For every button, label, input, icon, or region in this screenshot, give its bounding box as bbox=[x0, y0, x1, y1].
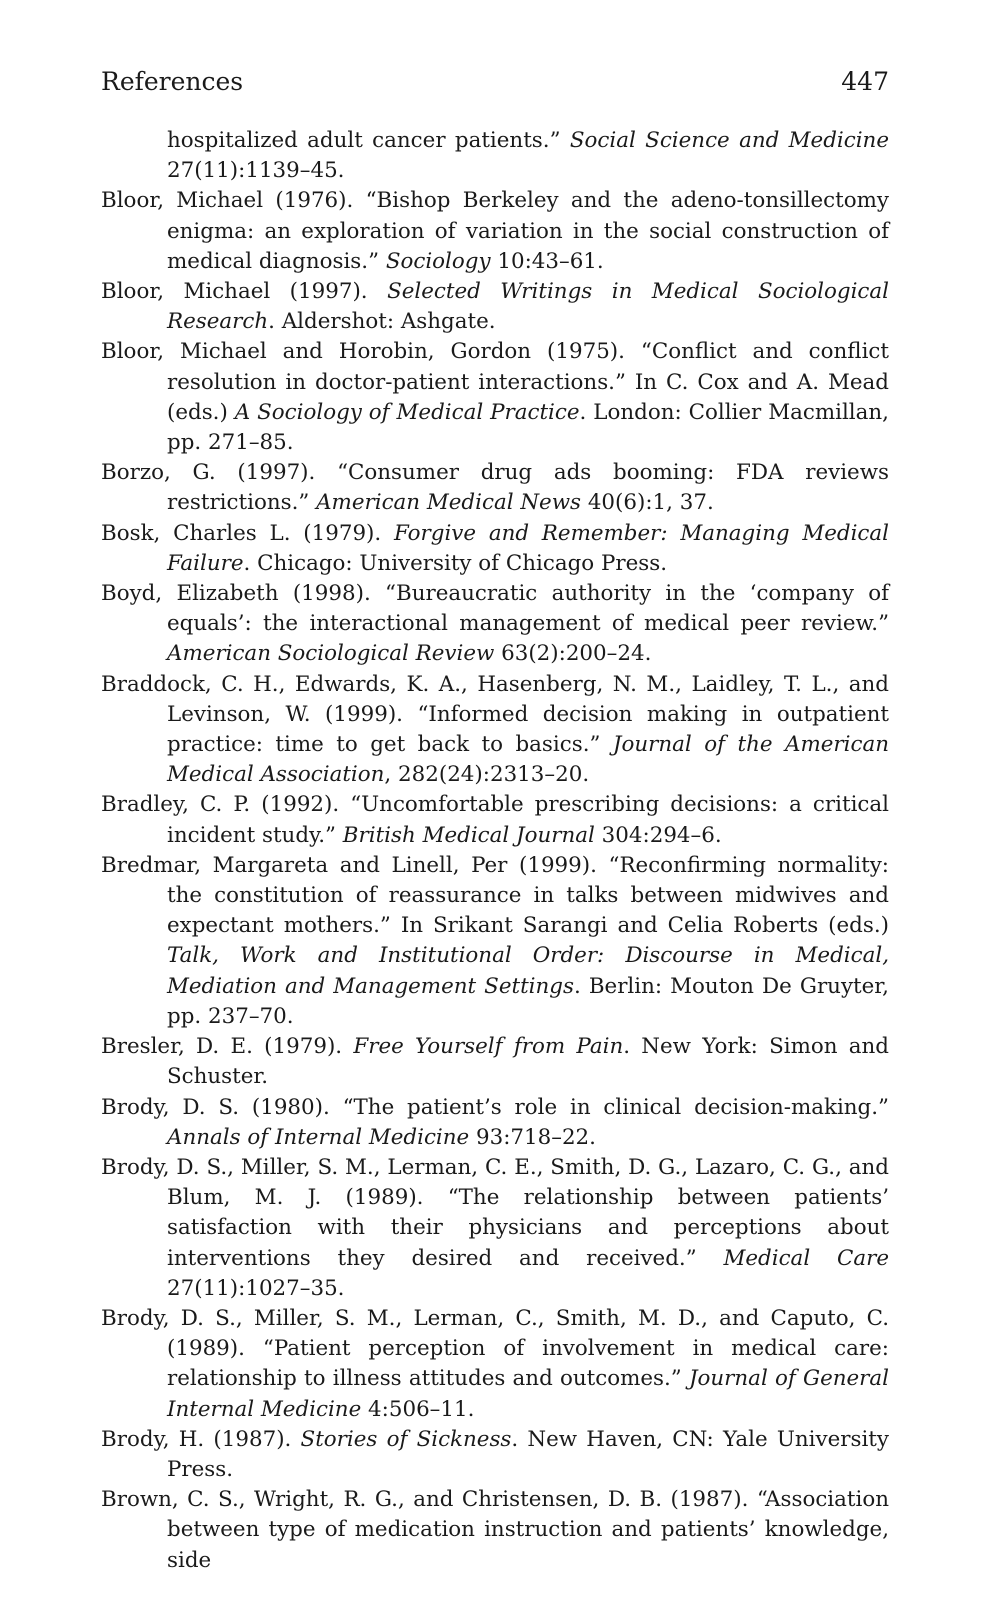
reference-entry bbox=[101, 1304, 889, 1425]
reference-entry-continued bbox=[101, 126, 889, 186]
reference-title: American Medical News bbox=[316, 490, 582, 516]
reference-entry bbox=[101, 519, 889, 579]
reference-text: 27(11):1027–35. bbox=[167, 1275, 345, 1301]
reference-text: hospitalized adult cancer patients.” bbox=[167, 128, 570, 153]
page-number: 447 bbox=[841, 67, 889, 96]
reference-title: Medical Care bbox=[723, 1245, 889, 1271]
reference-text: 63(2):200–24. bbox=[494, 641, 652, 667]
reference-entry bbox=[101, 186, 889, 277]
reference-title: Forgive and Remember: Managing Medical Failure bbox=[167, 520, 889, 576]
reference-text: 27(11):1139–45. bbox=[167, 158, 345, 184]
reference-entry bbox=[101, 1093, 889, 1153]
reference-title: Journal of the American Medical Association bbox=[167, 732, 889, 788]
running-head bbox=[101, 64, 889, 100]
reference-text: Bradley, C. P. (1992). “Uncomfortable prescribing decisions: a critical incident study.” bbox=[101, 792, 889, 848]
reference-text: Bosk, Charles L. (1979). bbox=[101, 520, 394, 546]
reference-entry bbox=[101, 1485, 889, 1576]
reference-text: . Berlin: Mouton De Gruyter, pp. 237–70. bbox=[167, 973, 889, 1029]
reference-entry bbox=[101, 1153, 889, 1304]
reference-title: Stories of Sickness bbox=[300, 1426, 512, 1452]
reference-entry bbox=[101, 670, 889, 791]
section-title: References bbox=[101, 67, 244, 96]
reference-text: . New Haven, CN: Yale University Press. bbox=[167, 1426, 889, 1482]
reference-text: 10:43–61. bbox=[490, 248, 604, 274]
reference-text: Borzo, G. (1997). “Consumer drug ads booming: FDA reviews restrictions.” bbox=[101, 460, 889, 516]
reference-entry bbox=[101, 790, 889, 850]
reference-text: Bresler, D. E. (1979). bbox=[101, 1034, 354, 1060]
reference-title: Sociology bbox=[385, 248, 491, 274]
reference-title: Social Science and Medicine bbox=[569, 128, 889, 153]
reference-text: Boyd, Elizabeth (1998). “Bureaucratic authority in the ‘company of equals’: the interactional management of medical peer review.” bbox=[101, 581, 889, 637]
reference-entry bbox=[101, 1425, 889, 1485]
reference-text: 93:718–22. bbox=[469, 1124, 596, 1150]
reference-text: Bloor, Michael and Horobin, Gordon (1975). “Conflict and conflict resolution in doctor-patient interactions.” In C. Cox and A. Mead (eds.) bbox=[101, 339, 889, 425]
reference-entry bbox=[101, 851, 889, 1032]
reference-text: . Aldershot: Ashgate. bbox=[268, 309, 496, 335]
reference-text: 40(6):1, 37. bbox=[581, 490, 714, 516]
reference-title: Free Yourself from Pain bbox=[353, 1034, 624, 1060]
reference-text: Brody, D. S., Miller, S. M., Lerman, C., Smith, M. D., and Caputo, C. (1989). “Patient perception of involvement in medical care: relationship to illness attitudes and outcomes.” bbox=[101, 1305, 889, 1392]
reference-title: American Sociological Review bbox=[167, 641, 495, 667]
reference-text: Brown, C. S., Wright, R. G., and Christensen, D. B. (1987). “Association between type of medication instruction and patients’ knowledge, side bbox=[101, 1487, 889, 1573]
reference-text: Bredmar, Margareta and Linell, Per (1999). “Reconfirming normality: the constitution of reassurance in talks between midwives and expectant mothers.” In Srikant Sarangi and Celia Roberts (eds.) bbox=[101, 852, 889, 939]
reference-list bbox=[101, 126, 889, 1576]
reference-title: Journal of General Internal Medicine bbox=[167, 1366, 889, 1422]
reference-text: Braddock, C. H., Edwards, K. A., Hasenberg, N. M., Laidley, T. L., and Levinson, W. (1999). “Informed decision making in outpatient practice: time to get back to basics.” bbox=[101, 671, 889, 758]
reference-title: British Medical Journal bbox=[342, 822, 595, 848]
reference-text: Bloor, Michael (1976). “Bishop Berkeley and the adeno-tonsillectomy enigma: an exploration of variation in the social construction of medical diagnosis.” bbox=[101, 188, 889, 274]
reference-text: . London: Collier Macmillan, pp. 271–85. bbox=[167, 399, 889, 456]
reference-entry bbox=[101, 458, 889, 518]
reference-title: Talk, Work and Institutional Order: Discourse in Medical, Mediation and Management Settings bbox=[167, 943, 889, 999]
reference-text: , 282(24):2313–20. bbox=[384, 762, 590, 788]
reference-text: 304:294–6. bbox=[594, 822, 722, 848]
reference-text: Brody, D. S., Miller, S. M., Lerman, C. E., Smith, D. G., Lazaro, C. G., and Blum, M. J. (1989). “The relationship between patients’ satisfaction with their physicians and perceptions about interventions they desired and received.” bbox=[101, 1154, 889, 1271]
reference-entry bbox=[101, 579, 889, 670]
reference-title: A Sociology of Medical Practice bbox=[234, 399, 580, 425]
reference-entry bbox=[101, 337, 889, 458]
reference-text: Brody, H. (1987). bbox=[101, 1426, 301, 1452]
reference-entry bbox=[101, 277, 889, 337]
reference-text: Brody, D. S. (1980). “The patient’s role in clinical decision-making.” bbox=[101, 1094, 889, 1120]
reference-text: 4:506–11. bbox=[361, 1396, 475, 1422]
reference-title: Annals of Internal Medicine bbox=[167, 1124, 470, 1150]
reference-title: Selected Writings in Medical Sociological Research bbox=[167, 279, 889, 335]
reference-text: Bloor, Michael (1997). bbox=[101, 279, 388, 305]
reference-entry bbox=[101, 1032, 889, 1092]
reference-text: . Chicago: University of Chicago Press. bbox=[243, 550, 668, 576]
reference-text: . New York: Simon and Schuster. bbox=[167, 1034, 889, 1090]
